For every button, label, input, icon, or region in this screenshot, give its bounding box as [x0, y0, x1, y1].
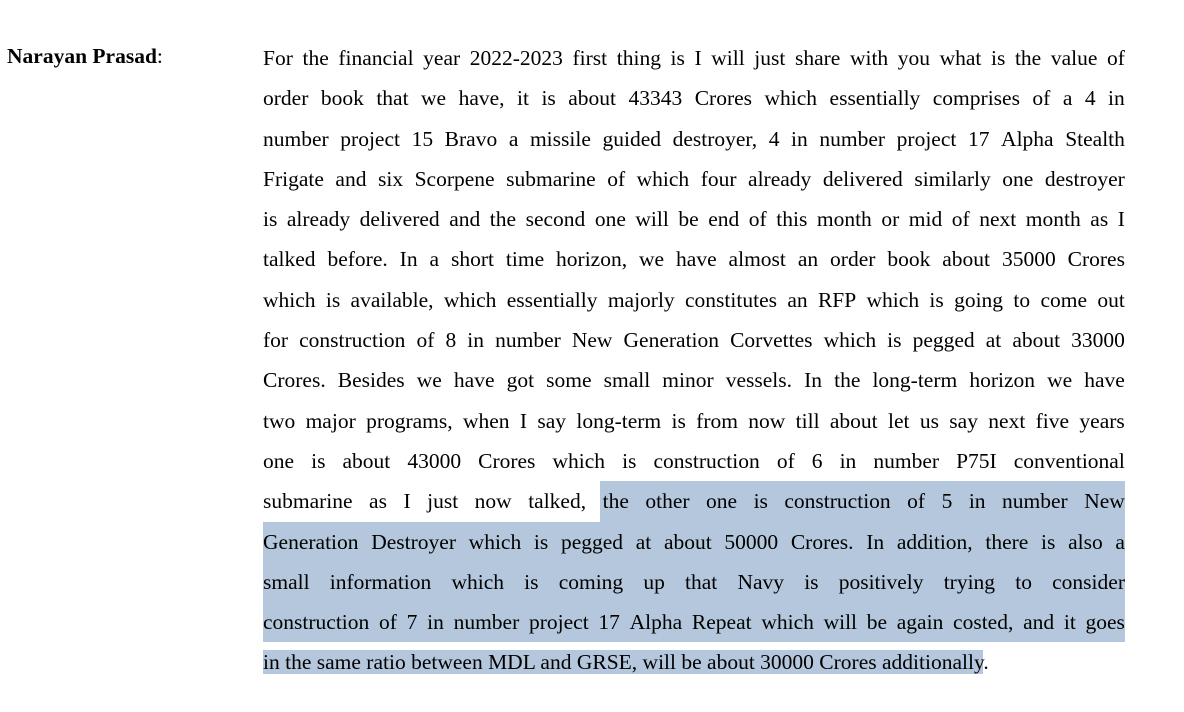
highlighted-word: one — [706, 489, 738, 514]
plain-word: I — [403, 489, 411, 514]
plain-word: just — [427, 489, 459, 514]
highlighted-word: number — [1002, 489, 1068, 514]
highlighted-word: 5 — [941, 489, 953, 514]
highlighted-line: construction of 7 in number project 17 Alpha Repeat which will be again costed, and it goes — [263, 602, 1125, 642]
speaker-label — [7, 42, 163, 70]
plain-word: submarine — [263, 489, 353, 514]
paragraph-line: which is available, which essentially majorly constitutes an RFP which is going to come out — [263, 287, 1125, 312]
paragraph-line: For the financial year 2022-2023 first thing is I will just share with you what is the value of — [263, 46, 1125, 70]
sentence-end: . — [983, 650, 989, 675]
highlighted-text: in the same ratio between MDL and GRSE, will be about 30000 Crores additionally — [263, 650, 984, 675]
paragraph-line-mixed — [263, 481, 1125, 521]
highlighted-line: small information which is coming up that Navy is positively trying to consider — [263, 562, 1125, 602]
speaker-name: Narayan Prasad — [7, 44, 157, 68]
highlighted-word: other — [645, 489, 690, 514]
plain-word: talked, — [528, 489, 587, 514]
highlighted-word: New — [1084, 489, 1125, 514]
plain-word: as — [369, 489, 387, 514]
paragraph-line: one is about 43000 Crores which is construction of 6 in number P75I conventional — [263, 448, 1125, 473]
paragraph-line: number project 15 Bravo a missile guided destroyer, 4 in number project 17 Alpha Stealth — [263, 126, 1125, 151]
paragraph-last-line — [263, 642, 1125, 682]
paragraph-line: two major programs, when I say long-term is from now till about let us say next five years — [263, 408, 1125, 433]
transcript-paragraph — [263, 38, 1125, 683]
speaker-separator: : — [156, 44, 163, 68]
highlighted-word: the — [602, 489, 629, 514]
paragraph-line: for construction of 8 in number New Generation Corvettes which is pegged at about 33000 — [263, 328, 1125, 353]
highlighted-word: is — [753, 489, 768, 514]
paragraph-line: talked before. In a short time horizon, we have almost an order book about 35000 Crores — [263, 247, 1125, 272]
paragraph-line: Crores. Besides we have got some small minor vessels. In the long-term horizon we have — [263, 368, 1125, 393]
paragraph-line: is already delivered and the second one will be end of this month or mid of next month as I — [263, 207, 1125, 232]
paragraph-line: order book that we have, it is about 43343 Crores which essentially comprises of a 4 in — [263, 86, 1125, 111]
highlighted-line: Generation Destroyer which is pegged at about 50000 Crores. In addition, there is also a — [263, 522, 1125, 562]
paragraph-line: Frigate and six Scorpene submarine of which four already delivered similarly one destroyer — [263, 166, 1125, 191]
highlighted-word: in — [968, 489, 986, 514]
highlighted-word: of — [907, 489, 926, 514]
plain-word: now — [474, 489, 512, 514]
highlighted-word: construction — [784, 489, 891, 514]
